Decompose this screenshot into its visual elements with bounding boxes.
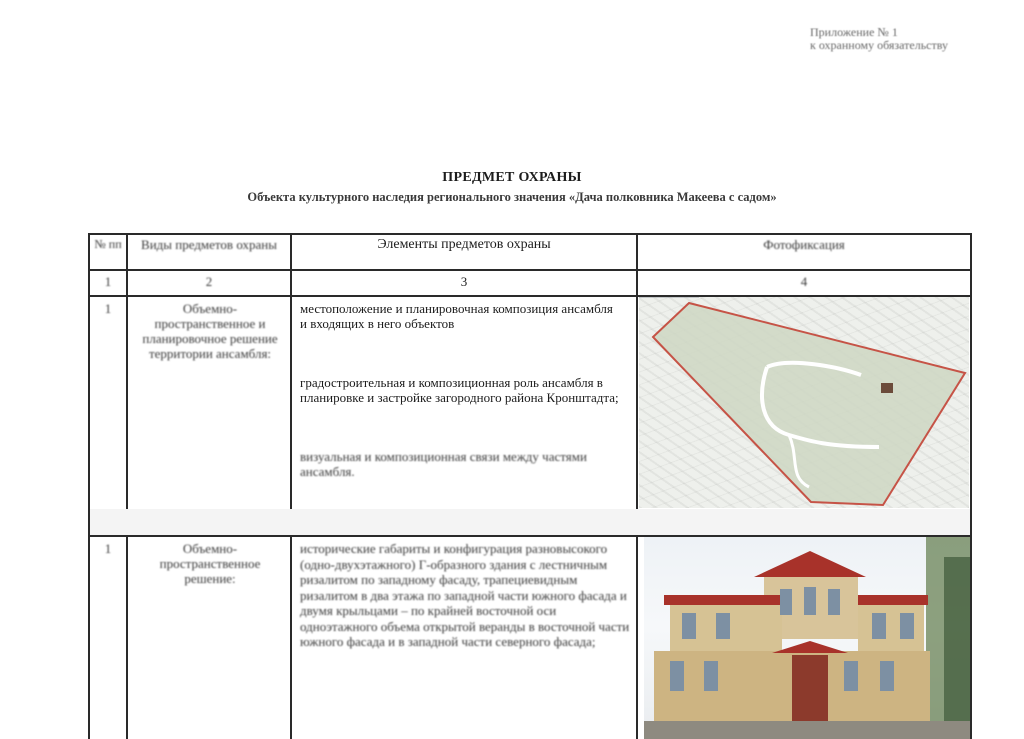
row1-element-3: визуальная и композиционная связи между частями ансамбля. — [300, 449, 587, 479]
table-spacer-row — [88, 509, 972, 535]
page-title: ПРЕДМЕТ ОХРАНЫ — [442, 170, 582, 185]
protection-table — [88, 233, 972, 739]
row1-element-1: местоположение и планировочная композиция ансамбля и входящих в него объектов — [300, 301, 613, 331]
table-col-divider-1b — [126, 535, 128, 739]
colnum-2: 2 — [205, 274, 213, 289]
site-plan-image — [639, 297, 969, 508]
table-header-divider — [88, 269, 972, 271]
row1-type: Объемно-пространственное и планировочное решение территории ансамбля: — [142, 301, 278, 361]
page-subtitle: Объекта культурного наследия регионального значения «Дача полковника Макеева с садом» — [247, 190, 777, 204]
building-photo — [644, 537, 970, 739]
site-plan-photo — [639, 297, 969, 508]
row2-element-1: исторические габариты и конфигурация разновысокого (одно-двухэтажного) Г-образного здания с лестничным ризалитом по западному фасаду, трапециевидным ризалитом в два этажа по западной части южного фасада и двумя крыльцами – по крайней восточной оси одноэтажного объема открытой веранды в восточной части южного фасада и в западной части северного фасада; — [300, 541, 630, 649]
building-image — [644, 537, 970, 739]
row2-type: Объемно-пространственное решение: — [159, 541, 261, 586]
annex-line-2: к охранному обязательству — [810, 38, 949, 52]
colnum-4: 4 — [800, 274, 808, 289]
row1-element-2: градостроительная и композиционная роль ансамбля в планировке и застройке загородного района Кронштадта; — [300, 375, 619, 405]
table-border-right — [970, 233, 972, 739]
annex-line-1: Приложение № 1 — [810, 25, 898, 39]
colnum-3: 3 — [460, 274, 468, 289]
annex-note — [810, 26, 1000, 52]
table-col-divider-2b — [290, 535, 292, 739]
header-photo: Фотофиксация — [763, 237, 845, 252]
colnum-1: 1 — [104, 274, 112, 289]
header-elements: Элементы предметов охраны — [377, 237, 551, 252]
row1-num: 1 — [104, 301, 112, 316]
table-col-divider-3b — [636, 535, 638, 739]
row2-num: 1 — [104, 541, 112, 556]
table-border-top — [88, 233, 972, 235]
header-type: Виды предметов охраны — [141, 237, 277, 252]
header-num: № пп — [94, 237, 122, 251]
